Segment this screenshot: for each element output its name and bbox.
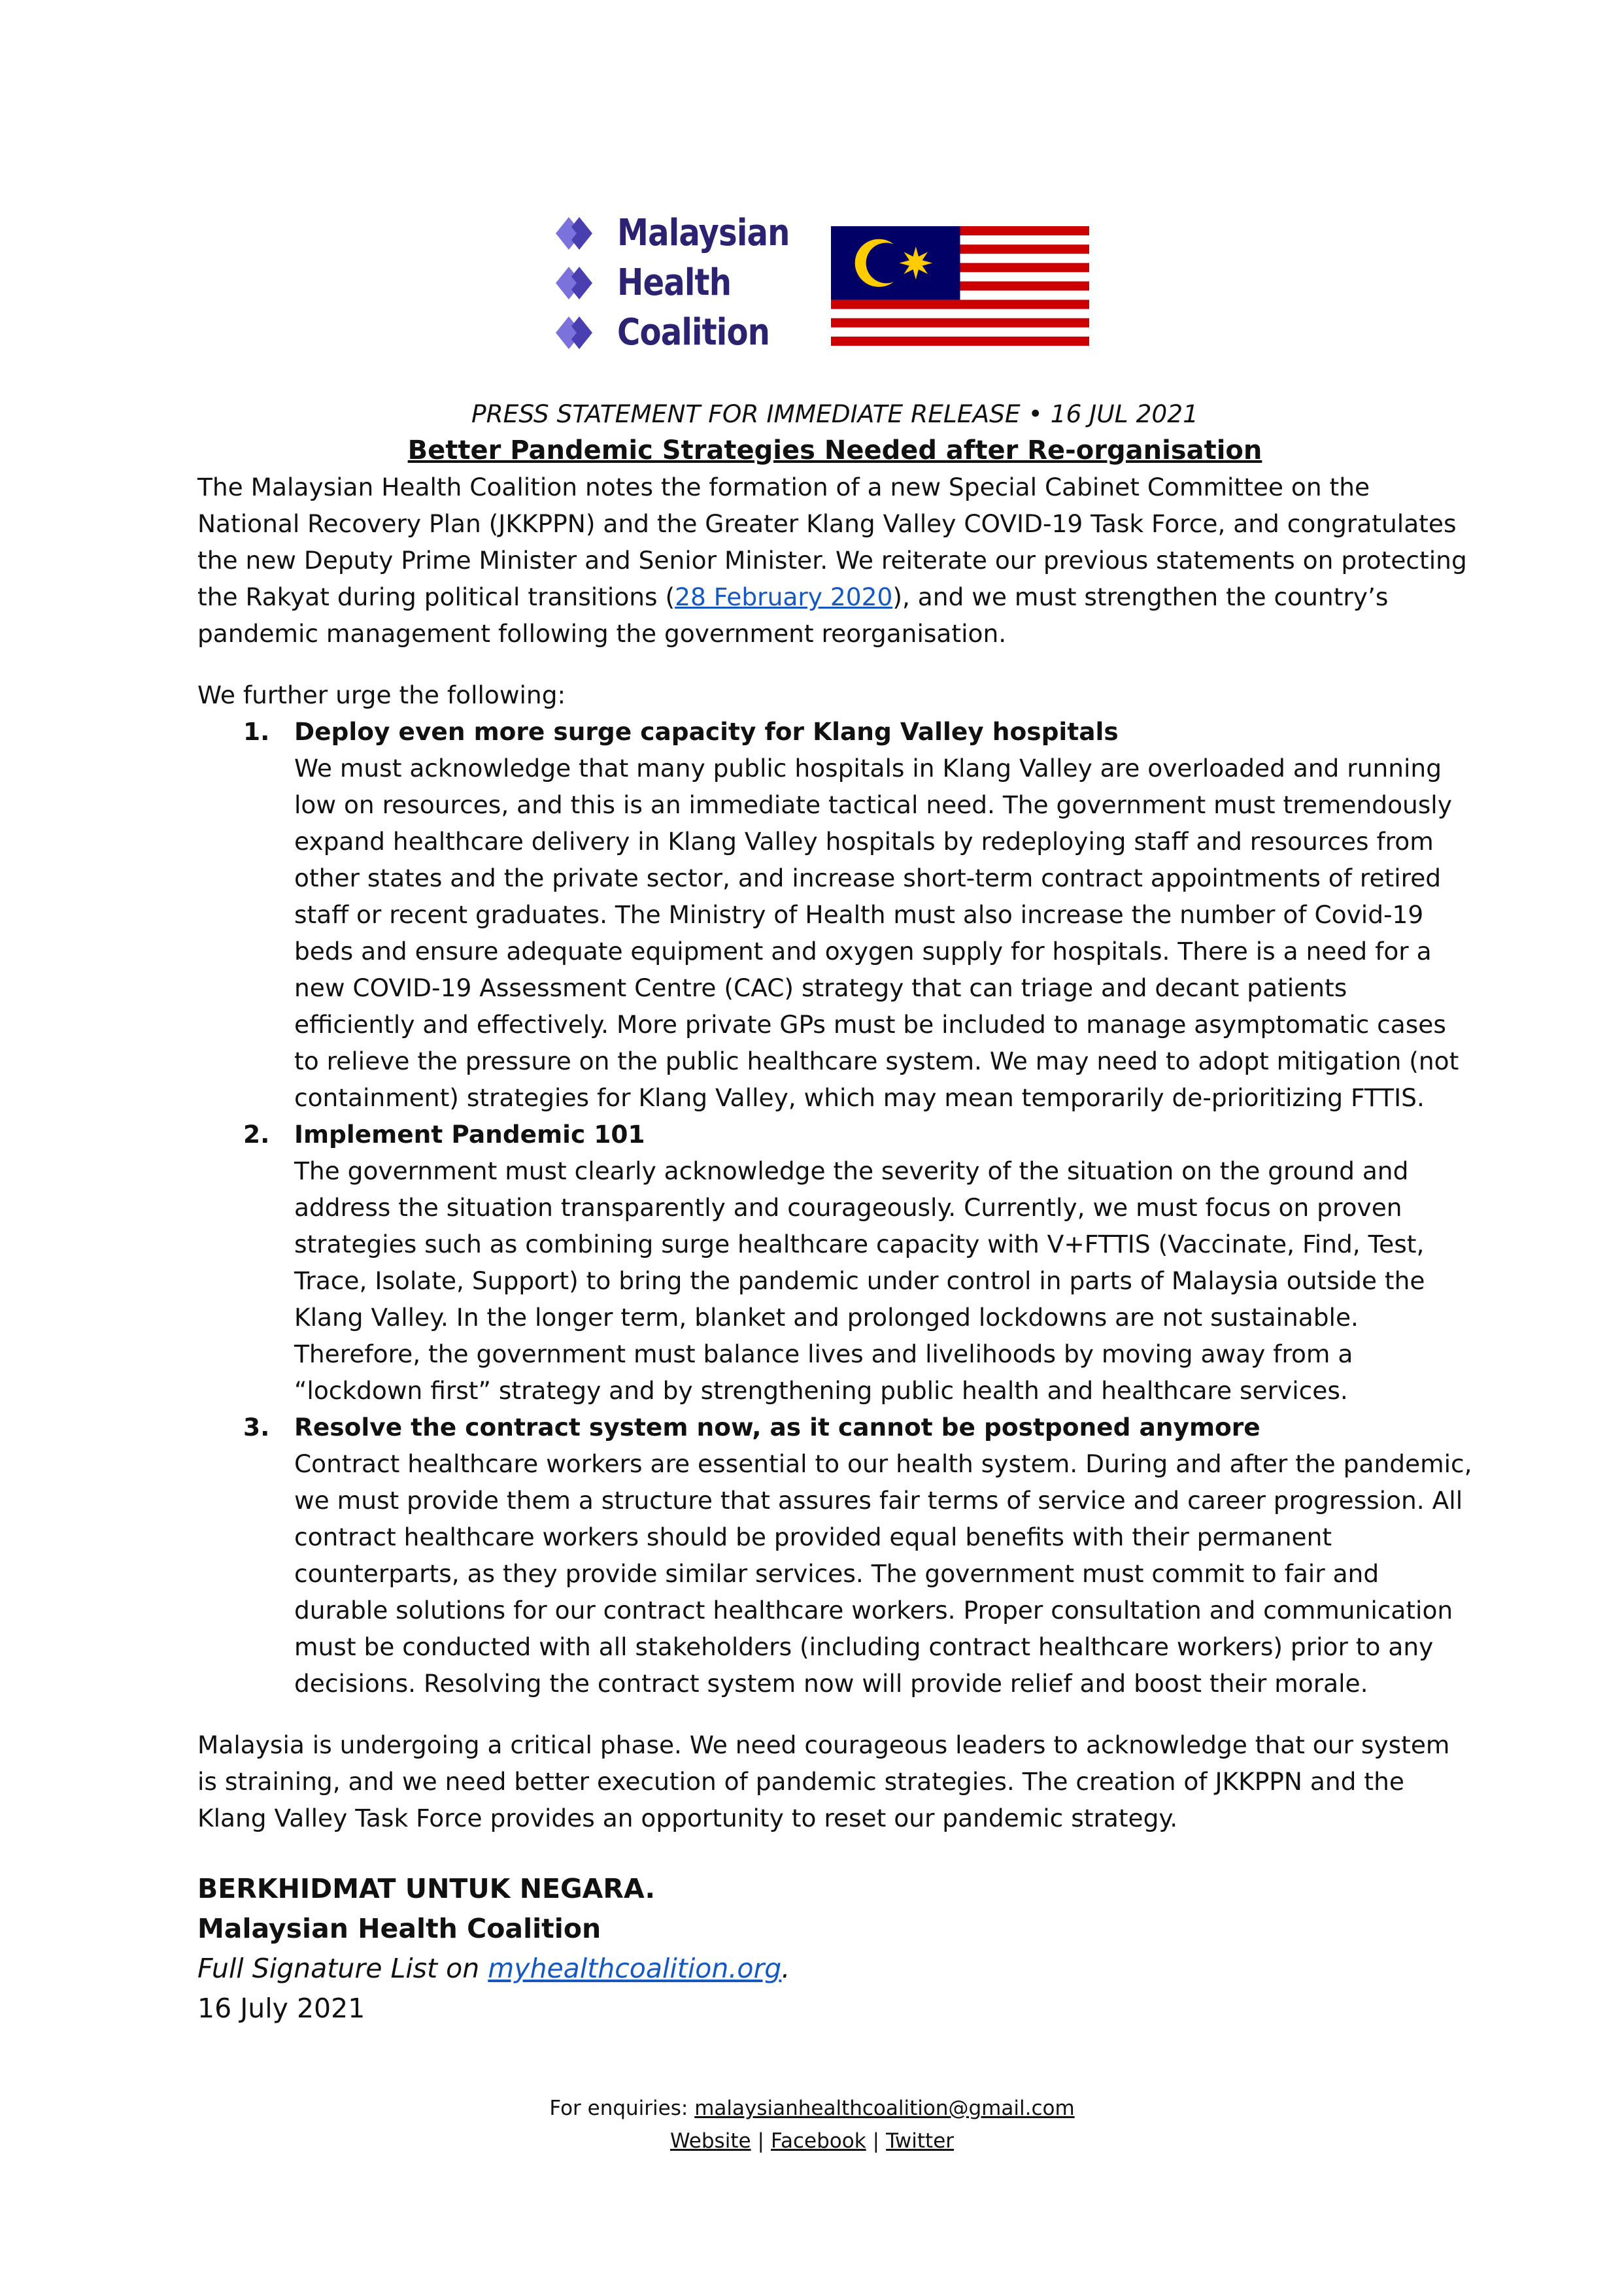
closing-paragraph: Malaysia is undergoing a critical phase. We need courageous leaders to acknowledge that our system is straining, and we need better execution of pandemic strategies. The creation of JKKPPN and the Klang Valley Task Force provides an opportunity to reset our pandemic strategy. [197,1730,1450,1832]
item-title: Deploy even more surge capacity for Klang Valley hospitals [294,717,1119,746]
footer [0,2092,1624,2157]
website-link[interactable]: Website [669,2129,751,2153]
item-number: 3. [243,1413,270,1442]
intro-text-start: The Malaysian Health Coalition notes the formation of a new Special Cabinet Committee on the National Recovery Plan (JKKPPN) and the Greater Klang Valley COVID-19 Task Force, and congratulates the new Deputy Prime Minister and Senior Minister. We reiterate our previous statements on protecting the Rakyat during political transitions ( [197,473,1467,611]
link-28-february-2020[interactable]: 28 February 2020 [675,582,893,611]
logo-row-3 [554,309,794,357]
coalition-logo [554,209,829,360]
release-kicker: PRESS STATEMENT FOR IMMEDIATE RELEASE • 16 JUL 2021 [471,399,1199,428]
logo-diamond-icon [554,263,608,303]
header-logo [554,209,1091,360]
recommendation-list [197,713,1472,1702]
link-myhealthcoalition[interactable]: myhealthcoalition.org [488,1953,782,1984]
list-item [197,1409,1472,1702]
malaysia-flag-icon [831,226,1089,355]
item-number: 1. [243,717,270,746]
twitter-link[interactable]: Twitter [886,2129,955,2153]
logo-row-1 [554,209,817,258]
signature-line [197,1949,1472,1989]
signoff-block [197,1869,1472,2029]
intro-text-end: ), and we must strengthen the country’s pandemic management following the government reorganisation. [197,582,1389,648]
paragraph-spacer [197,1702,1472,1727]
item-number: 2. [243,1120,270,1149]
logo-word-coalition: Coalition [617,311,770,354]
enquiries-label: For enquiries: [549,2097,695,2120]
logo-diamond-icon [554,312,608,353]
item-body: The government must clearly acknowledge the severity of the situation on the ground and address the situation transparently and courageously. Currently, we must focus on proven strategies such as combining surge healthcare capacity with V+FTTIS (Vaccinate, Find, Test, Trace, Isolate, Support) to bring the pandemic under control in parts of Malaysia outside the Klang Valley. In the longer term, blanket and prolonged lockdowns are not sustainable. Therefore, the government must balance lives and livelihoods by moving away from a “lockdown first” strategy and by strengthening public health and healthcare services. [294,1156,1425,1405]
social-links [0,2125,1624,2157]
statement-date: 16 July 2021 [197,1993,365,2024]
email-link[interactable]: malaysianhealthcoalition@gmail.com [694,2097,1075,2120]
link-separator: | [872,2129,880,2153]
urge-line: We further urge the following: [197,681,566,709]
list-item [197,713,1472,1116]
organisation-name: Malaysian Health Coalition [197,1913,601,1944]
signature-suffix: . [781,1953,790,1984]
logo-diamond-icon [554,213,608,254]
logo-word-malaysian: Malaysian [617,212,790,254]
intro-paragraph [197,469,1472,652]
item-title: Implement Pandemic 101 [294,1120,645,1149]
press-statement [197,396,1472,2029]
item-title: Resolve the contract system now, as it cannot be postponed anymore [294,1413,1260,1442]
item-body: Contract healthcare workers are essential to our health system. During and after the pandemic, we must provide them a structure that assures fair terms of service and career progression. All contract healthcare workers should be provided equal benefits with their permanent counterparts, as they provide similar services. The government must commit to fair and durable solutions for our contract healthcare workers. Proper consultation and communication must be conducted with all stakeholders (including contract healthcare workers) prior to any decisions. Resolving the contract system now will provide relief and boost their morale. [294,1449,1472,1698]
signature-prefix: Full Signature List on [197,1953,488,1984]
item-body: We must acknowledge that many public hospitals in Klang Valley are overloaded and running low on resources, and this is an immediate tactical need. The government must tremendously expand healthcare delivery in Klang Valley hospitals by redeploying staff and resources from other states and the private sector, and increase short-term contract appointments of retired staff or recent graduates. The Ministry of Health must also increase the number of Covid-19 beds and ensure adequate equipment and oxygen supply for hospitals. There is a need for a new COVID-19 Assessment Centre (CAC) strategy that can triage and decant patients efficiently and effectively. More private GPs must be included to manage asymptomatic cases to relieve the pressure on the public healthcare system. We may need to adopt mitigation (not containment) strategies for Klang Valley, which may mean temporarily de-prioritizing FTTIS. [294,754,1459,1112]
logo-word-health: Health [617,261,732,304]
paragraph-spacer [197,652,1472,677]
motto: BERKHIDMAT UNTUK NEGARA. [197,1873,656,1904]
link-separator: | [757,2129,764,2153]
facebook-link[interactable]: Facebook [771,2129,866,2153]
logo-row-2 [554,259,749,307]
enquiries-line [0,2092,1624,2125]
headline: Better Pandemic Strategies Needed after Re-organisation [407,435,1262,465]
list-item [197,1116,1472,1409]
paragraph-spacer [197,1836,1472,1869]
